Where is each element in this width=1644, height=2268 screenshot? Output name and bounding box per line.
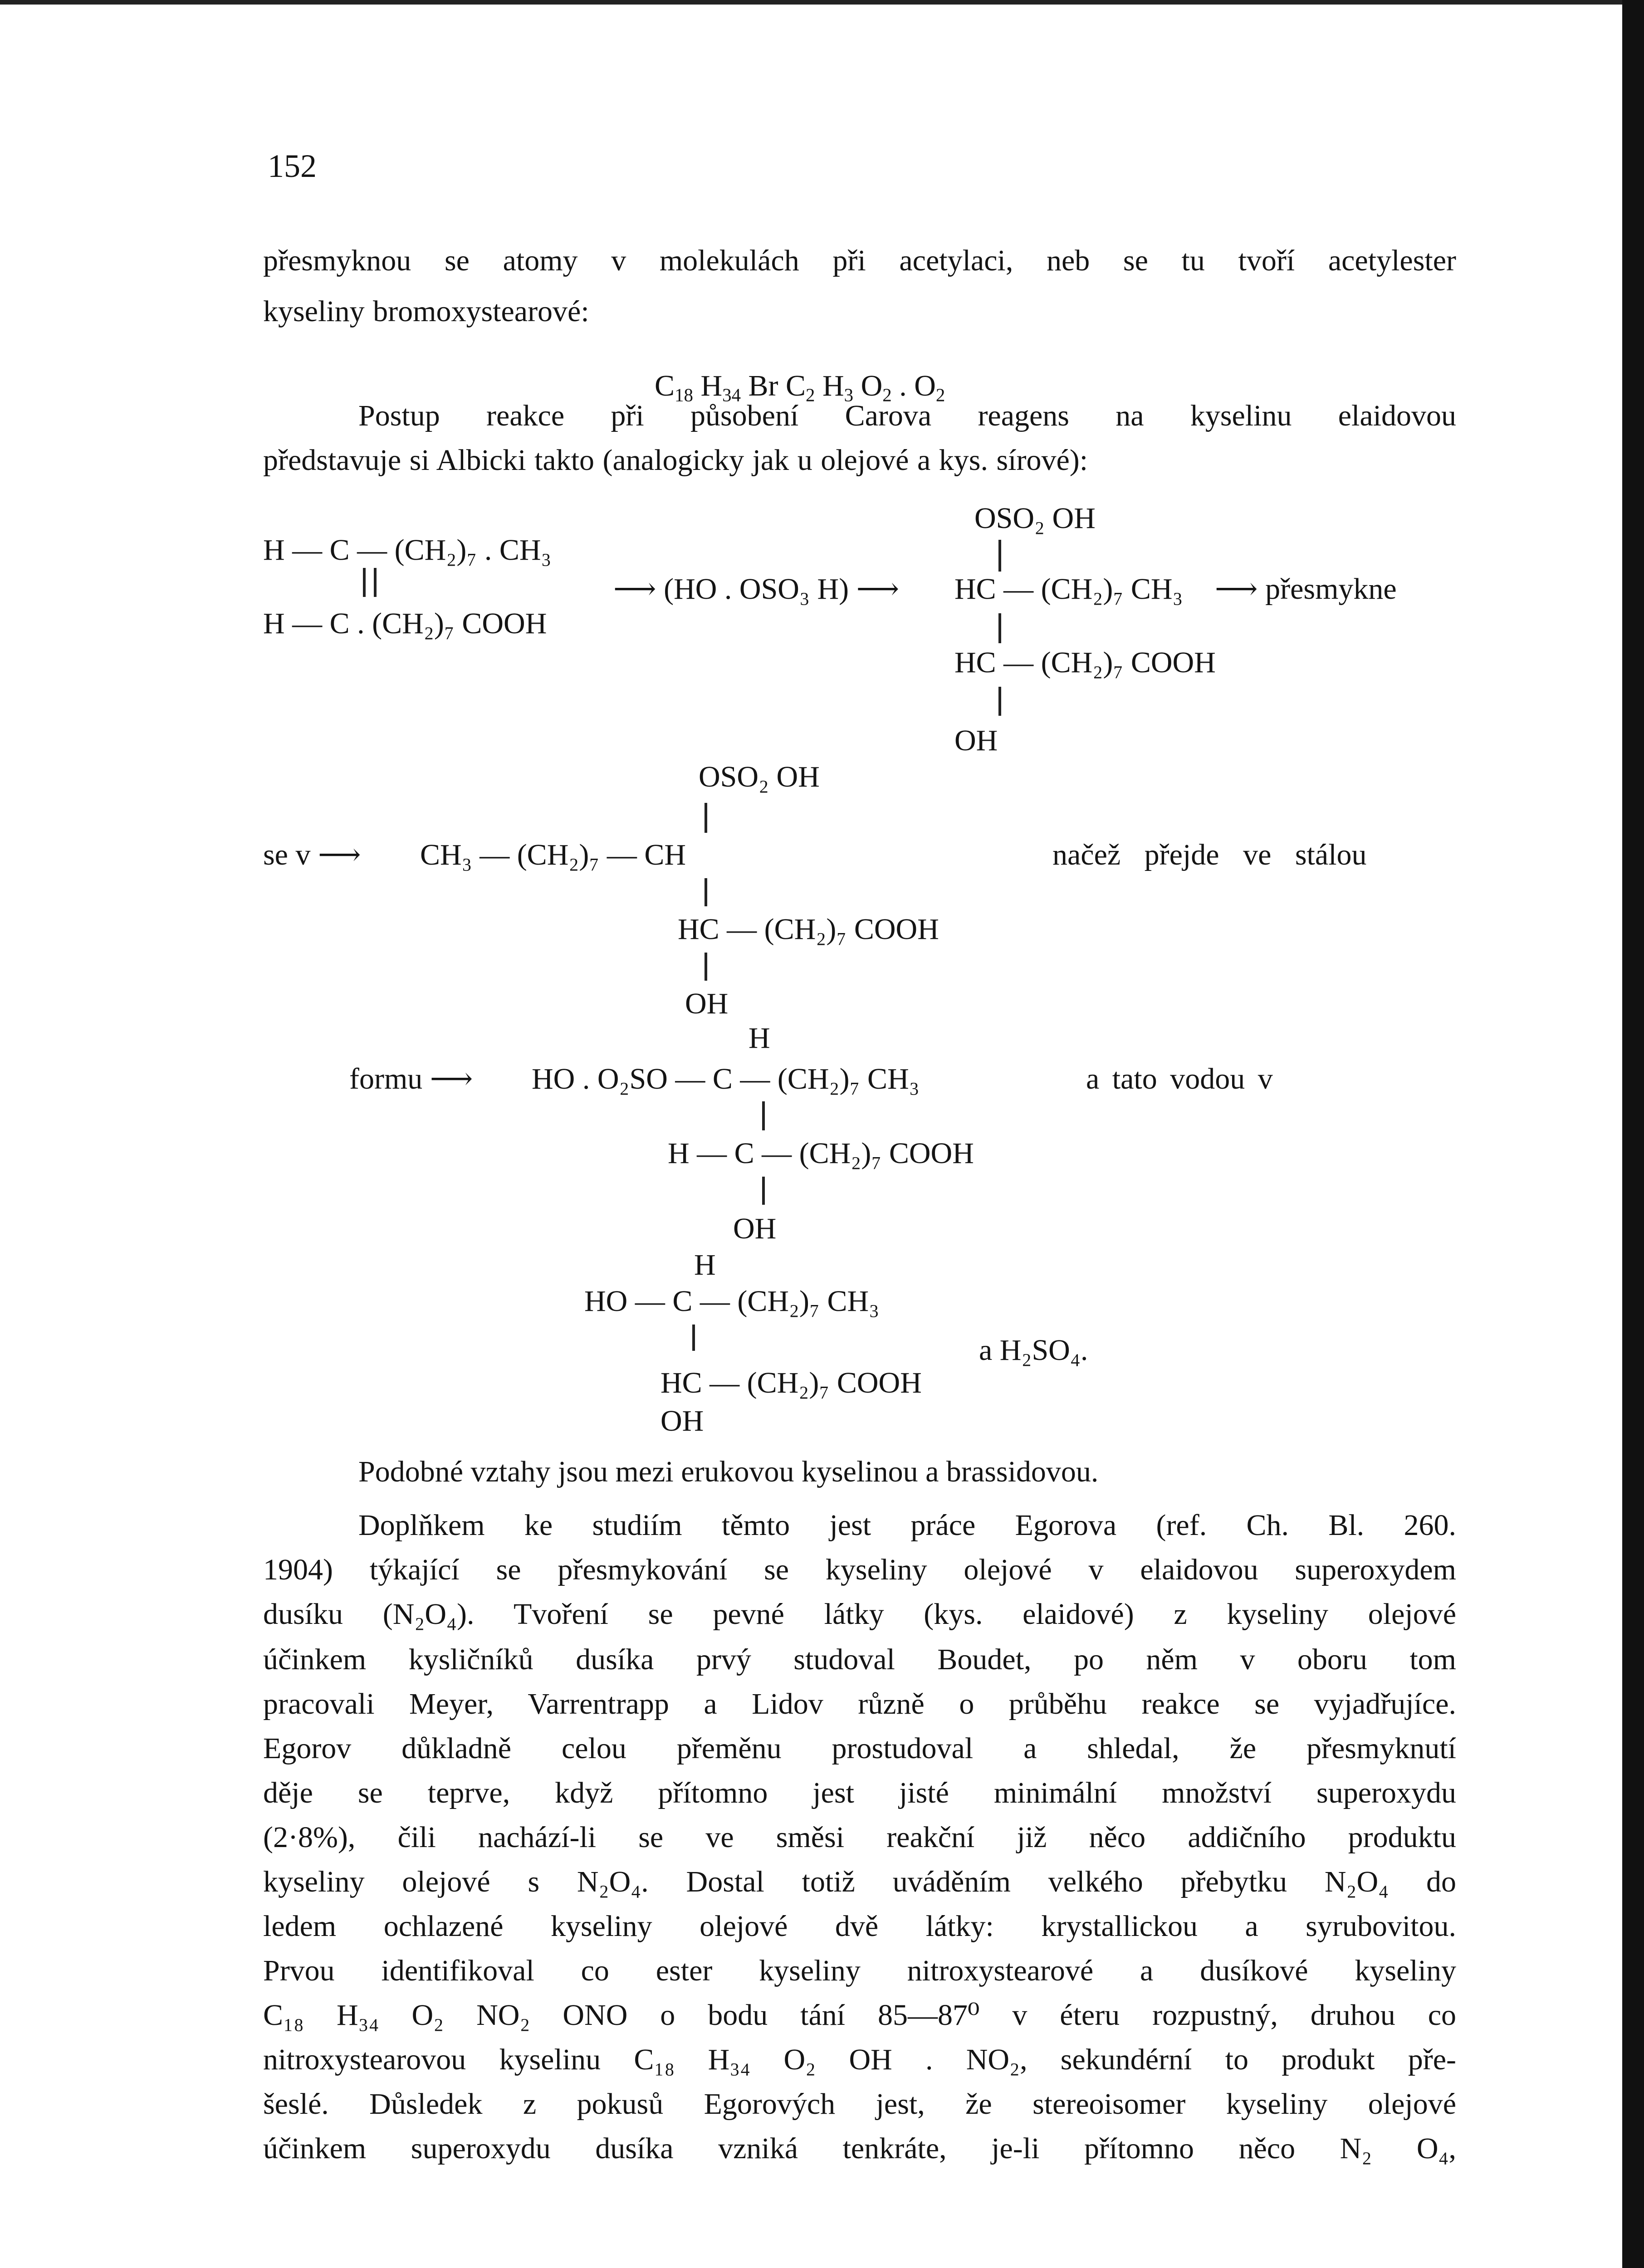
scheme3-prefix: formu ⟶ [349,1062,473,1095]
para3-line-15: účinkem superoxydu dusíka vzniká tenkráte, je-li přítomno něco N₂ O₄, [263,2132,1456,2165]
scheme2-bond-2 [705,878,707,906]
scheme1-bond-2 [998,613,1001,643]
scheme1-bond-3 [998,687,1001,716]
scheme1-mid-line-2: HC — (CH₂)₇ COOH [954,646,1216,679]
para3-line-3: dusíku (N₂O₄). Tvoření se pevné látky (kys. elaidové) z kyseliny olejové [263,1598,1456,1631]
para3-line-8: (2·8%), čili nachází-li se ve směsi reakční již něco addičního produktu [263,1821,1456,1854]
scheme4-chain: HO — C — (CH₂)₇ CH₃ [584,1285,880,1318]
scheme1-double-bond [363,568,377,597]
scheme3-oh: OH [733,1212,777,1245]
formula-bromoxystearic-ester: $C_{18}$ $H_{34}$ Br $C_2$ $H_3$ $O_2$ . $O_2$ [655,369,945,406]
scan-edge-right [1622,0,1644,2268]
para3-line-7: děje se teprve, když přítomno jest jisté minimální množství superoxydu [263,1776,1456,1809]
scheme2-prefix: se v ⟶ [263,838,361,871]
scheme3-tail: a tato vodou v [1086,1062,1273,1095]
para2: Podobné vztahy jsou mezi erukovou kyselinou a brassidovou. [358,1455,1099,1488]
para3-line-11: Prvou identifikoval co ester kyseliny nitroxystearové a dusíkové kyseliny [263,1954,1456,1987]
para3-line-4: účinkem kysličníků dusíka prvý studoval Boudet, po něm v oboru tom [263,1643,1456,1676]
scheme3-chain: HO . O₂SO — C — (CH₂)₇ CH₃ [532,1062,920,1095]
para3-line-12: C₁₈ H₃₄ O₂ NO₂ ONO o bodu tání 85—87⁰ v éteru rozpustný, druhou co [263,1999,1456,2032]
arrow-icon: ⟶ [613,572,656,606]
intro-line-2: kyseliny bromoxystearové: [263,295,589,328]
para3-line-14: šeslé. Důsledek z pokusů Egorových jest, že stereoisomer kyseliny olejové [263,2087,1456,2121]
para1-line-1: Postup reakce při působení Carova reagens na kyselinu elaidovou [358,399,1456,432]
para3-line-2: 1904) týkající se přesmykování se kyseliny olejové v elaidovou superoxydem [263,1553,1456,1586]
scheme3-mid: H — C — (CH₂)₇ COOH [668,1137,974,1170]
scheme2-bond-3 [705,953,707,981]
scheme3-h: H [749,1022,770,1055]
para3-line-5: pracovali Meyer, Varrentrapp a Lidov různě o průběhu reakce se vyjadřujíce. [263,1687,1456,1721]
scheme1-reagent: ⟶ (HO . OSO₃ H) ⟶ [613,572,900,606]
scheme4-bond [692,1325,695,1351]
para3-line-10: ledem ochlazené kyseliny olejové dvě látky: krystallickou a syrubovitou. [263,1910,1456,1943]
para3-line-6: Egorov důkladně celou přeměnu prostudoval a shledal, že přesmyknutí [263,1732,1456,1765]
scheme1-bond-1 [998,540,1001,572]
scheme2-hc: HC — (CH₂)₇ COOH [678,913,939,946]
scheme1-oso2oh: OSO₂ OH [974,502,1096,535]
para1-line-2: představuje si Albicki takto (analogicky jak u olejové a kys. sírové): [263,444,1088,477]
scheme2-bond-1 [705,803,707,833]
para3-line-9: kyseliny olejové s N₂O₄. Dostal totiž uváděním velkého přebytku N₂O₄ do [263,1865,1456,1898]
scheme4-hc: HC — (CH₂)₇ COOH [661,1366,922,1399]
scheme3-bond-2 [762,1177,765,1205]
scheme3-bond-1 [762,1101,765,1130]
scheme4-h: H [694,1248,716,1281]
page-number: 152 [268,148,317,184]
scheme4-tail: a H₂SO₄. [979,1334,1088,1367]
scan-edge-top [0,0,1644,5]
para3-line-13: nitroxystearovou kyselinu C₁₈ H₃₄ O₂ OH . NO₂, sekundérní to produkt pře- [263,2043,1456,2076]
scheme1-left-line-1: H — C — (CH₂)₇ . CH₃ [263,533,552,567]
scheme4-oh: OH [661,1404,704,1437]
scheme1-tail: ⟶ přesmykne [1215,572,1397,606]
scheme2-oso2oh: OSO₂ OH [699,760,820,793]
intro-line-1: přesmyknou se atomy v molekulách při acetylaci, neb se tu tvoří acetylester [263,244,1456,277]
scheme2-tail: načež přejde ve stálou [1052,838,1367,871]
scheme1-oh: OH [954,724,998,757]
para3-line-1: Doplňkem ke studiím těmto jest práce Egorova (ref. Ch. Bl. 260. [358,1509,1456,1542]
scheme1-left-line-2: H — C . (CH₂)₇ COOH [263,607,547,640]
scheme1-mid-line-1: HC — (CH₂)₇ CH₃ [954,572,1183,606]
scheme2-chain: CH₃ — (CH₂)₇ — CH [420,838,686,871]
scheme2-oh: OH [685,987,729,1020]
